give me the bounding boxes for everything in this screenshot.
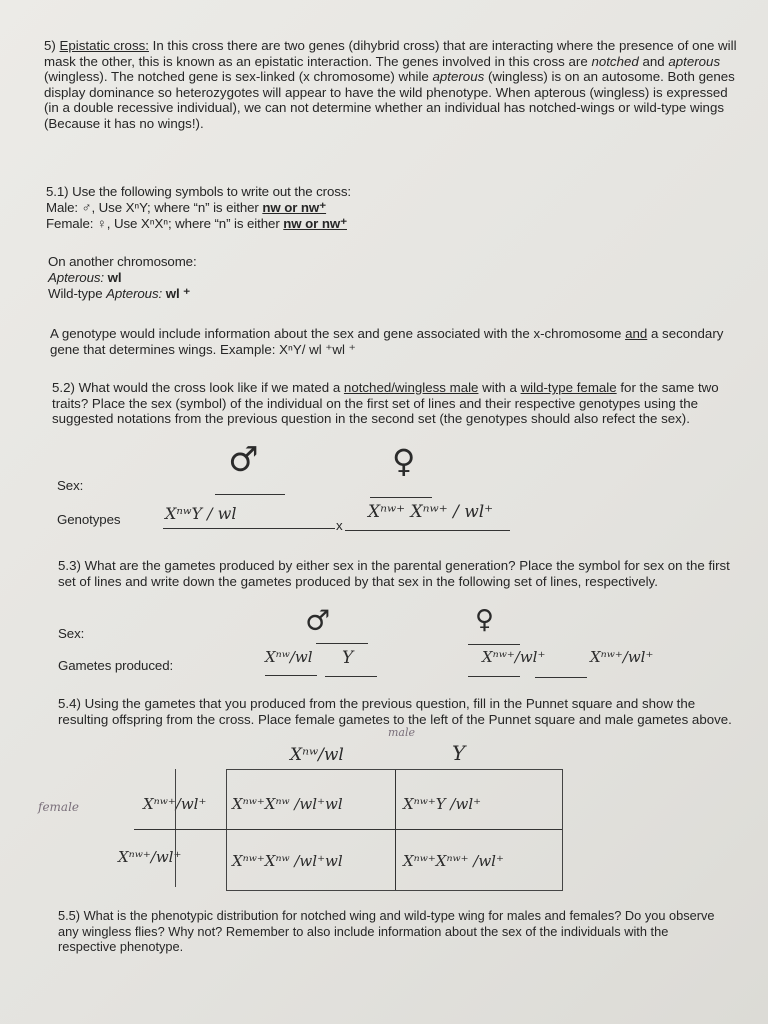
q5-text: (wingless). The notched gene is sex-linked (x chromosome) while xyxy=(44,69,433,85)
apterous-label: Apterous: xyxy=(48,270,105,285)
genotype-text: A genotype would include information about the sex and gene associated with the x-chromosome xyxy=(50,326,626,341)
q52-female: wild-type female xyxy=(520,380,617,395)
q5-notched: notched xyxy=(591,53,639,69)
punnett-cell: Xⁿʷ⁺Xⁿʷ /wl⁺wl xyxy=(232,795,343,813)
female-text: Female: ♀, Use XⁿXⁿ; where “n” is either xyxy=(46,216,284,231)
q53-sex-label: Sex: xyxy=(58,626,85,641)
genotype-and: and xyxy=(625,326,648,341)
male-gamete-1: Xⁿʷ/wl xyxy=(265,648,313,666)
male-text: Male: ♂, Use XⁿY; where “n” is either xyxy=(46,200,263,215)
wild-symbol: wl ⁺ xyxy=(165,286,191,301)
female-note: female xyxy=(38,800,80,814)
q52-text: with a xyxy=(478,380,521,395)
wild-label-italic: Apterous: xyxy=(106,286,163,301)
female-symbol-answer: ♀ xyxy=(392,442,416,480)
cross-x: x xyxy=(336,518,343,533)
female-symbol-answer: ♀ xyxy=(475,605,495,635)
sex-line-female xyxy=(370,497,432,498)
apterous-symbol: wl xyxy=(107,270,122,285)
q5-heading: Epistatic cross: xyxy=(59,38,149,53)
male-symbol-answer: ♂ xyxy=(228,440,259,480)
gamete-line xyxy=(325,676,377,677)
genotype-line-female xyxy=(345,530,510,531)
q54-prompt: 5.4) Using the gametes that you produced from the previous question, fill in the Punnet square and show the resulting offspring from the cross. Place female gametes to the left of the Punnet square and male gametes above. xyxy=(58,696,732,727)
q51-female xyxy=(46,216,347,232)
gamete-line xyxy=(265,675,317,676)
q5-text: (wingless) is on an autosome. Both genes display dominance so heterozygotes will appear to have the wild phenotype. When apterous (wingless) is expressed (in a double recessive individual), we can not determine whether an individual has notched-wings or wild-type wings (Because it has no wings!). xyxy=(44,69,735,131)
genotype-text: a secondary gene that determines wings. Example: XⁿY/ wl ⁺wl ⁺ xyxy=(50,326,724,357)
punnett-row-header: Xⁿʷ⁺/wl⁺ xyxy=(143,795,207,813)
q52-prompt xyxy=(52,380,740,427)
gamete-line xyxy=(535,677,587,678)
q52-genotypes-label: Genotypes xyxy=(57,512,121,527)
female-gamete-1: Xⁿʷ⁺/wl⁺ xyxy=(482,648,546,666)
genotype-explanation xyxy=(50,326,740,357)
punnett-cell: Xⁿʷ⁺Xⁿʷ⁺ /wl⁺ xyxy=(403,852,504,870)
q51-prompt: 5.1) Use the following symbols to write out the cross: xyxy=(46,184,351,199)
male-gamete-2: Y xyxy=(342,648,354,668)
male-symbol-answer: ♂ xyxy=(305,604,331,637)
sex-line-female xyxy=(468,644,520,645)
punnett-col-header: Xⁿʷ/wl xyxy=(290,745,344,765)
q5-intro xyxy=(44,38,742,132)
q5-text: In this cross there are two genes (dihybrid cross) that are interacting where the presence of one will mask the other, this is known as an epistatic interaction. The genes involved in this cross are xyxy=(44,38,737,69)
q5-text: and xyxy=(638,53,669,69)
another-chromosome: On another chromosome: xyxy=(48,254,197,269)
apterous-line xyxy=(48,270,121,286)
punnett-divider xyxy=(395,770,396,890)
q55-prompt: 5.5) What is the phenotypic distribution for notched wing and wild-type wing for males and females? Do you observe any wingless flies? Why not? Remember to also include information about the sex of the individuals with the respective phenotype. xyxy=(58,908,715,955)
male-genotype-answer: XⁿʷY / wl xyxy=(165,504,237,523)
genotype-line-male xyxy=(163,528,335,529)
punnett-cell: Xⁿʷ⁺Y /wl⁺ xyxy=(403,795,482,813)
q51-male xyxy=(46,200,326,216)
q53-prompt: 5.3) What are the gametes produced by either sex in the parental generation? Place the symbol for sex on the first set of lines and write down the gametes produced by that sex in the following set of lines, respectively. xyxy=(58,558,730,589)
wild-type-line xyxy=(48,286,190,302)
q52-sex-label: Sex: xyxy=(57,478,84,493)
punnett-row-header: Xⁿʷ⁺/wl⁺ xyxy=(118,848,182,866)
q52-text: 5.2) What would the cross look like if we mated a xyxy=(52,380,344,395)
female-gamete-2: Xⁿʷ⁺/wl⁺ xyxy=(590,648,654,666)
gamete-line xyxy=(468,676,520,677)
punnett-col-header: Y xyxy=(452,741,466,765)
female-genotype-answer: Xⁿʷ⁺ Xⁿʷ⁺ / wl⁺ xyxy=(368,502,494,522)
q52-male: notched/wingless male xyxy=(343,380,479,395)
q5-number: 5) xyxy=(44,38,56,53)
q5-apterous: apterous xyxy=(432,69,485,85)
male-note: male xyxy=(388,726,416,739)
q53-gametes-label: Gametes produced: xyxy=(58,658,174,673)
wild-label: Wild-type xyxy=(48,286,107,301)
sex-line-male xyxy=(215,494,285,495)
sex-line-male xyxy=(316,643,368,644)
q5-apterous: apterous xyxy=(668,53,721,69)
female-options: nw or nw⁺ xyxy=(283,216,347,231)
punnett-cell: Xⁿʷ⁺Xⁿʷ /wl⁺wl xyxy=(232,852,343,870)
q52-text: for the same two traits? Place the sex (symbol) of the individual on the first set of lines and their respective genotypes using the suggested notations from the previous question in the second set (the genotypes should also refect the sex). xyxy=(52,380,719,427)
punnett-divider xyxy=(134,829,562,830)
male-options: nw or nw⁺ xyxy=(262,200,327,215)
